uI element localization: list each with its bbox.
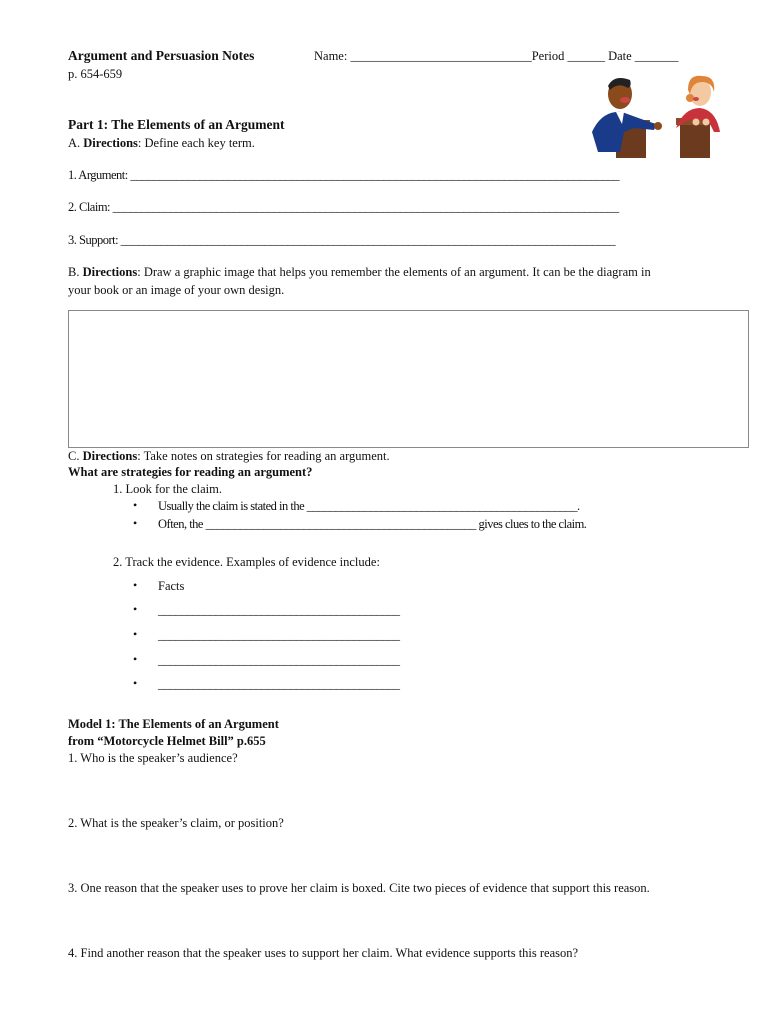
drawing-box[interactable] — [68, 310, 749, 448]
bullet-icon: • — [133, 676, 138, 690]
bullet-icon: • — [133, 578, 138, 592]
strategies-heading: What are strategies for reading an argument? — [68, 465, 313, 479]
term-support-field[interactable]: 3. Support: ______________________________________________________________________________________ — [68, 233, 616, 247]
page-range: p. 654-659 — [68, 67, 123, 81]
bullet-icon: • — [133, 627, 138, 641]
step1-bullet-usually[interactable]: Usually the claim is stated in the _______________________________________________. — [158, 499, 580, 513]
term-argument-field[interactable]: 1. Argument: _____________________________________________________________________________________ — [68, 168, 620, 182]
question-2: 2. What is the speaker’s claim, or position? — [68, 816, 284, 830]
evidence-blank-2[interactable]: __________________________________________ — [158, 628, 400, 642]
model1-heading: Model 1: The Elements of an Argument — [68, 717, 279, 731]
question-1: 1. Who is the speaker’s audience? — [68, 751, 238, 765]
directions-a: A. Directions: Define each key term. — [68, 136, 255, 150]
step1-bullet-often[interactable]: Often, the _______________________________________________ gives clues to the claim. — [158, 517, 587, 531]
bullet-icon: • — [133, 602, 138, 616]
term-claim-field[interactable]: 2. Claim: ________________________________________________________________________________________ — [68, 200, 619, 214]
evidence-facts: Facts — [158, 579, 185, 593]
model1-source: from “Motorcycle Helmet Bill” p.655 — [68, 734, 266, 748]
bullet-icon: • — [133, 652, 138, 666]
debate-clipart-icon — [584, 72, 734, 162]
question-3: 3. One reason that the speaker uses to prove her claim is boxed. Cite two pieces of evidence that support this reason. — [68, 881, 650, 895]
directions-b: B. Directions: Draw a graphic image that helps you remember the elements of an argument. It can be the diagram in — [68, 265, 651, 279]
question-4: 4. Find another reason that the speaker uses to support her claim. What evidence supports this reason? — [68, 946, 579, 960]
evidence-blank-4[interactable]: __________________________________________ — [158, 677, 400, 691]
evidence-blank-3[interactable]: __________________________________________ — [158, 653, 400, 667]
evidence-blank-1[interactable]: __________________________________________ — [158, 603, 400, 617]
bullet-icon: • — [133, 516, 138, 530]
part1-heading: Part 1: The Elements of an Argument — [68, 117, 285, 132]
bullet-icon: • — [133, 498, 138, 512]
page-title: Argument and Persuasion Notes — [68, 48, 255, 63]
directions-c: C. Directions: Take notes on strategies for reading an argument. — [68, 449, 390, 463]
step2-label: 2. Track the evidence. Examples of evidence include: — [113, 555, 380, 569]
directions-b-continued: your book or an image of your own design. — [68, 283, 285, 297]
name-period-date-line[interactable]: Name: _____________________________Period ______ Date _______ — [314, 49, 679, 63]
step1-label: 1. Look for the claim. — [113, 482, 222, 496]
